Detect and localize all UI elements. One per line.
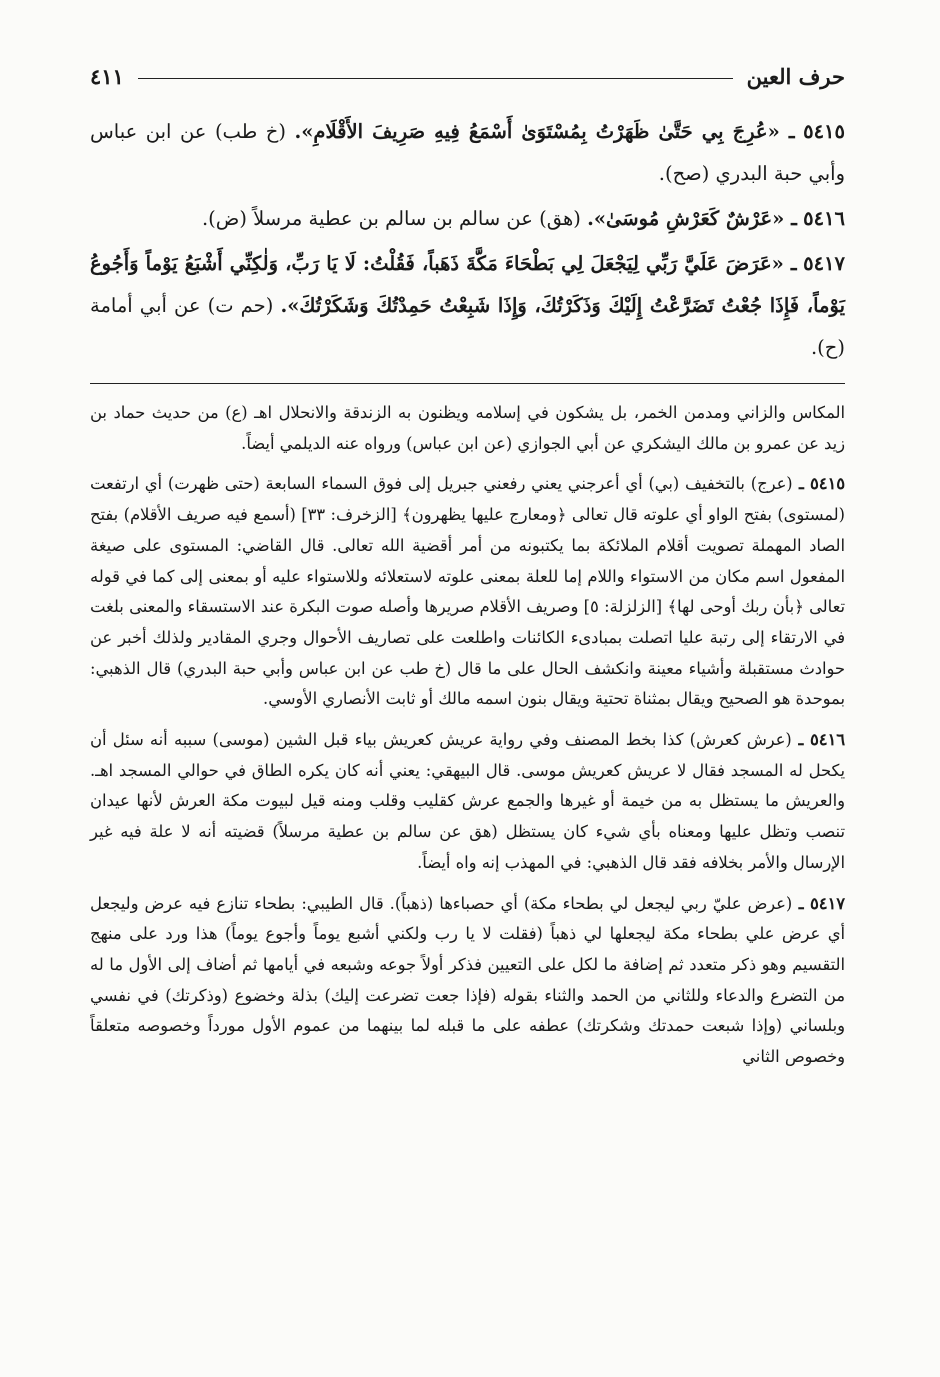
footnote-divider — [90, 383, 845, 384]
hadith-source: (حم ت) عن أبي أمامة (ح). — [90, 294, 845, 359]
commentary-text: (عرش كعرش) كذا بخط المصنف وفي رواية عريش كعريش بياء قبل الشين (موسى) سببه أنه سئل أن يكحل له المسجد فقال لا عريش كعريش موسى. قال البيهقي: يعني أنه كان يكره الطاق في حوالي المسجد اهـ. والعريش ما يستظل به من خيمة أو غيرها والجمع عرش كقليب وقلب ومنه قيل لبيوت مكة العرش لأنها عيدان تنصب وتظل عليها ومعناه بأي شيء كان يستظل (هق عن سالم بن عطية مرسلاً) قضيته أنه لا علة فيه غير الإرسال والأمر بخلافه فقد قال الذهبي: في المهذب إنه واه أيضاً. — [90, 730, 845, 872]
commentary-section — [90, 398, 845, 1073]
commentary-text: (عرض عليّ ربي ليجعل لي بطحاء مكة) أي حصباءها (ذهباً). قال الطيبي: بطحاء تنازع فيه عرض وليجعل أي عرض علي بطحاء مكة ليجعلها لي ذهباً (فقلت لا يا رب ولكني أشبع يوماً وأجوع يوماً) هذا ورد على منهج التقسيم وهو ذكر متعدد ثم إضافة ما لكل على التعيين فذكر أولاً جوعه وشبعه في أيامها ثم أضاف إلى الأول ما له من التضرع والدعاء وللثاني من الحمد والثناء بقوله (فإذا جعت تضرعت إليك) بذلة وخضوع (وذكرتك) في نفسي وبلساني (وإذا شبعت حمدتك وشكرتك) عطفه على ما قبله لما بينهما من عموم الأول مورداً وخصوصه متعلقاً وخصوص الثاني — [90, 893, 845, 1067]
commentary-text: (عرج) بالتخفيف (بي) أي أعرجني يعني رفعني جبريل إلى فوق السماء السابعة (حتى ظهرت) أي ارتفعت (لمستوى) بفتح الواو أي علوته قال تعالى ﴿ومعارج عليها يظهرون﴾ [الزخرف: ٣٣] (أسمع فيه صريف الأقلام) بفتح الصاد المهملة تصويت أقلام الملائكة بما يكتبونه من أمر أقضية الله تعالى. قال القاضي: المستوى على صيغة المفعول اسم مكان من الاستواء واللام إما للعلة بمعنى علوته لاستعلائه وللاستواء عليه أو بمعنى إلى كما في قوله تعالى ﴿بأن ربك أوحى لها﴾ [الزلزلة: ٥] وصريف الأقلام صريرها وأصله صوت البكرة عند الاستسقاء والمعنى بلغت في الارتقاء إلى رتبة عليا اتصلت بمبادىء الكائنات واطلعت على تصاريف الأحوال وجري المقادير ولذلك أخبر عن حوادث مستقبلة وأشياء معينة وانكشف الحال على ما قال (خ طب عن ابن عباس وأبي حبة البدري) قال الذهبي: بموحدة هو الصحيح ويقال بمثناة تحتية ويقال بنون اسمه مالك أو ثابت الأنصاري الأوسي. — [90, 474, 845, 709]
chapter-title: حرف العين — [746, 63, 845, 89]
commentary-number: ٥٤١٥ — [810, 474, 846, 494]
book-page — [90, 55, 845, 1345]
commentary-5416: ٥٤١٦ ـ (عرش كعرش) كذا بخط المصنف وفي رواية عريش كعريش بياء قبل الشين (موسى) سببه أنه سئل أن يكحل له المسجد فقال لا عريش كعريش موسى. قال البيهقي: يعني أنه كان يكره الطاق في حوالي المسجد اهـ. والعريش ما يستظل به من خيمة أو غيرها والجمع عرش كقليب وقلب ومنه قيل لبيوت مكة العرش لأنها عيدان تنصب وتظل عليها ومعناه بأي شيء كان يستظل (هق عن سالم بن عطية مرسلاً) قضيته أنه لا علة فيه غير الإرسال والأمر بخلافه فقد قال الذهبي: في المهذب إنه واه أيضاً. — [90, 730, 846, 872]
page-number: ٤١١ — [90, 63, 124, 89]
hadith-5415: ٥٤١٥ ـ «عُرِجَ بِي حَتَّىٰ ظَهَرْتُ بِمُسْتَوَىٰ أَسْمَعُ فِيهِ صَرِيفَ الأَقْلَامِ». (خ طب) عن ابن عباس وأبي حبة البدري (صح). — [90, 120, 845, 185]
hadith-text: «عَرْشٌ كَعَرْشِ مُوسَىٰ». — [587, 207, 785, 230]
commentary-5417: ٥٤١٧ ـ (عرض عليّ ربي ليجعل لي بطحاء مكة) أي حصباءها (ذهباً). قال الطيبي: بطحاء تنازع فيه عرض وليجعل أي عرض علي بطحاء مكة ليجعلها لي ذهباً (فقلت لا يا رب ولكني أشبع يوماً وأجوع يوماً) هذا ورد على منهج التقسيم وهو ذكر متعدد ثم إضافة ما لكل على التعيين فذكر أولاً جوعه وشبعه في أيامها ثم أضاف إلى الأول ما له من التضرع والدعاء وللثاني من الحمد والثناء بقوله (فإذا جعت تضرعت إليك) بذلة وخضوع (وذكرتك) في نفسي وبلساني (وإذا شبعت حمدتك وشكرتك) عطفه على ما قبله لما بينهما من عموم الأول مورداً وخصوصه متعلقاً وخصوص الثاني — [90, 893, 845, 1067]
hadith-number: ٥٤١٧ — [803, 252, 845, 275]
hadith-source: (خ طب) عن ابن عباس وأبي حبة البدري (صح). — [90, 120, 845, 185]
commentary-number: ٥٤١٧ — [810, 893, 845, 913]
hadith-number: ٥٤١٦ — [803, 207, 845, 230]
hadith-5416: ٥٤١٦ ـ «عَرْشٌ كَعَرْشِ مُوسَىٰ». (هق) عن سالم بن سالم بن عطية مرسلاً (ض). — [201, 207, 845, 230]
commentary-number: ٥٤١٦ — [810, 730, 846, 750]
commentary-continuation: المكاس والزاني ومدمن الخمر، بل يشكون في إسلامه ويظنون به الزندقة والانحلال اهـ (ع) من حديث حماد بن زيد عن عمرو بن مالك اليشكري عن أبي الجوازي (عن ابن عباس) ورواه عنه الديلمي أيضاً. — [90, 403, 845, 453]
hadith-number: ٥٤١٥ — [803, 120, 845, 143]
hadith-5417: ٥٤١٧ ـ «عَرَضَ عَلَيَّ رَبِّي لِيَجْعَلَ لِي بَطْحَاءَ مَكَّةَ ذَهَباً، فَقُلْتُ: لَا يَا رَبِّ، وَلٰكِنِّي أَشْبَعُ يَوْماً وَأَجُوعُ يَوْماً، فَإِذَا جُعْتُ تَضَرَّعْتُ إِلَيْكَ وَذَكَرْتُكَ، وَإِذَا شَبِعْتُ حَمِدْتُكَ وَشَكَرْتُكَ». (حم ت) عن أبي أمامة (ح). — [90, 252, 845, 359]
hadith-text: «عَرَضَ عَلَيَّ رَبِّي لِيَجْعَلَ لِي بَطْحَاءَ مَكَّةَ ذَهَباً، فَقُلْتُ: لَا يَا رَبِّ، وَلٰكِنِّي أَشْبَعُ يَوْماً وَأَجُوعُ يَوْماً، فَإِذَا جُعْتُ تَضَرَّعْتُ إِلَيْكَ وَذَكَرْتُكَ، وَإِذَا شَبِعْتُ حَمِدْتُكَ وَشَكَرْتُكَ». — [90, 252, 845, 317]
commentary-5415: ٥٤١٥ ـ (عرج) بالتخفيف (بي) أي أعرجني يعني رفعني جبريل إلى فوق السماء السابعة (حتى ظهرت) أي ارتفعت (لمستوى) بفتح الواو أي علوته قال تعالى ﴿ومعارج عليها يظهرون﴾ [الزخرف: ٣٣] (أسمع فيه صريف الأقلام) بفتح الصاد المهملة تصويت أقلام الملائكة بما يكتبونه من أمر أقضية الله تعالى. قال القاضي: المستوى على صيغة المفعول اسم مكان من الاستواء واللام إما للعلة بمعنى علوته لاستعلائه وللاستواء عليه أو بمعنى إلى كما في قوله تعالى ﴿بأن ربك أوحى لها﴾ [الزلزلة: ٥] وصريف الأقلام صريرها وأصله صوت البكرة عند الاستسقاء والمعنى بلغت في الارتقاء إلى رتبة عليا اتصلت بمبادىء الكائنات واطلعت على تصاريف الأحوال وجري المقادير ولذلك أخبر عن حوادث مستقبلة وأشياء معينة وانكشف الحال على ما قال (خ طب عن ابن عباس وأبي حبة البدري) قال الذهبي: بموحدة هو الصحيح ويقال بمثناة تحتية ويقال بنون اسمه مالك أو ثابت الأنصاري الأوسي. — [90, 474, 846, 709]
page-header — [90, 55, 845, 97]
main-text — [90, 111, 845, 369]
hadith-text: «عُرِجَ بِي حَتَّىٰ ظَهَرْتُ بِمُسْتَوَىٰ أَسْمَعُ فِيهِ صَرِيفَ الأَقْلَامِ». — [294, 120, 780, 143]
hadith-source: (هق) عن سالم بن سالم بن عطية مرسلاً (ض). — [201, 207, 581, 230]
header-rule — [138, 78, 733, 79]
